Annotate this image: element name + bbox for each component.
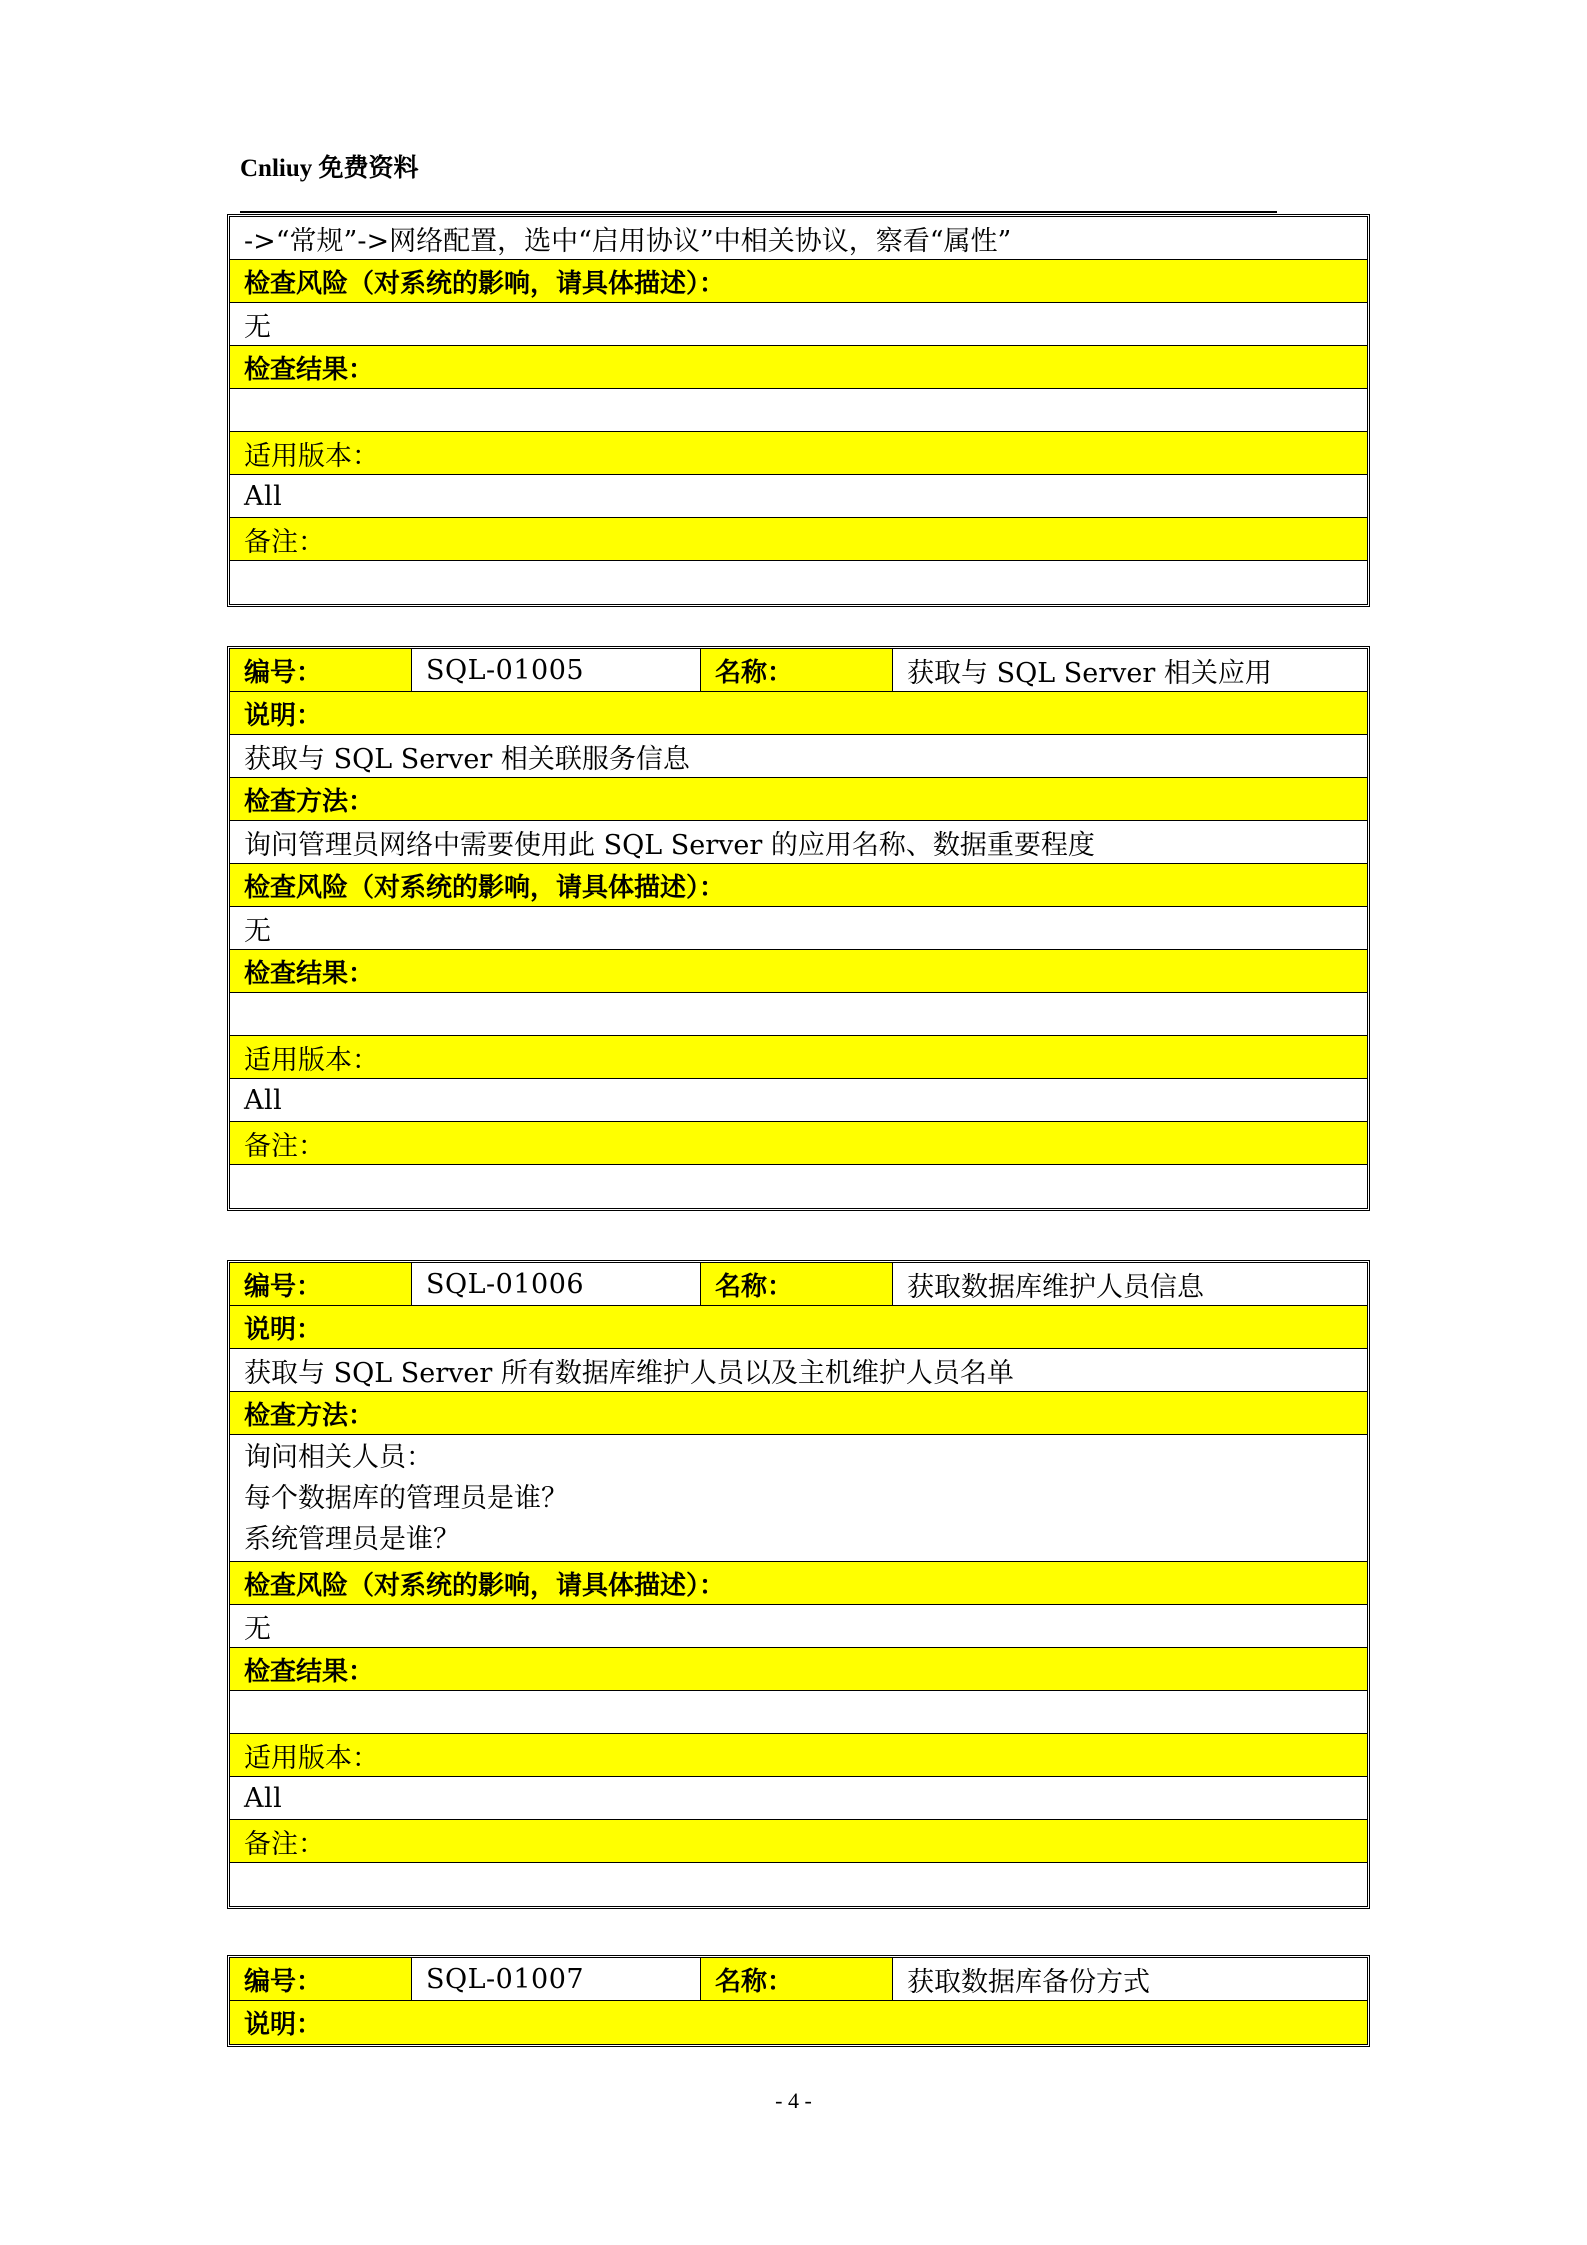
risk-value: 无 (244, 311, 271, 343)
version-label: 适用版本： (244, 440, 379, 472)
id-value: SQL-01007 (426, 1963, 585, 1995)
id-value: SQL-01005 (426, 654, 585, 686)
notes-value-row[interactable] (230, 1165, 1367, 1208)
id-name-row (230, 1263, 1367, 1306)
risk-label: 检查风险（对系统的影响，请具体描述）： (244, 872, 726, 903)
name-label-cell: 名称： (701, 1958, 893, 2000)
desc-value-row (230, 735, 1367, 778)
notes-label: 备注： (244, 1130, 325, 1162)
id-name-row (230, 649, 1367, 692)
risk-label-row (230, 1562, 1367, 1605)
result-label: 检查结果： (244, 354, 375, 385)
notes-value-row[interactable] (230, 561, 1367, 604)
version-value-row (230, 1079, 1367, 1122)
version-label: 适用版本： (244, 1742, 379, 1774)
method-label: 检查方法： (244, 1400, 375, 1431)
notes-label: 备注： (244, 1828, 325, 1860)
version-label-row (230, 1036, 1367, 1079)
id-label-cell: 编号： (230, 649, 412, 691)
name-value: 获取与 SQL Server 相关应用 (907, 657, 1272, 689)
version-value-row (230, 1777, 1367, 1820)
method-label-row (230, 778, 1367, 821)
notes-label-row (230, 1820, 1367, 1863)
id-name-row (230, 1958, 1367, 2001)
desc-value-row (230, 1349, 1367, 1392)
method-line: 询问相关人员： (244, 1442, 433, 1473)
name-value: 获取数据库备份方式 (907, 1966, 1150, 1998)
version-label: 适用版本： (244, 1044, 379, 1076)
method-continued-text: ->“常规”->网络配置，选中“启用协议”中相关协议，察看“属性” (244, 225, 1012, 257)
page-header-title: Cnliuy 免费资料 (240, 155, 419, 182)
risk-label: 检查风险（对系统的影响，请具体描述）： (244, 1570, 726, 1601)
notes-label-row (230, 1122, 1367, 1165)
name-value-cell (893, 1263, 1367, 1305)
version-value: All (244, 1782, 283, 1814)
desc-label: 说明： (244, 2010, 323, 2040)
result-label-row (230, 346, 1367, 389)
result-label-row (230, 950, 1367, 993)
risk-label-row (230, 260, 1367, 303)
method-line: 每个数据库的管理员是谁？ (244, 1483, 568, 1514)
risk-value-row (230, 907, 1367, 950)
risk-value-row (230, 303, 1367, 346)
name-label-cell: 名称： (701, 649, 893, 691)
risk-value-row (230, 1605, 1367, 1648)
id-label-cell: 编号： (230, 1958, 412, 2000)
result-value-row[interactable] (230, 389, 1367, 432)
method-line: 系统管理员是谁？ (244, 1524, 460, 1555)
id-label-cell: 编号： (230, 1263, 412, 1305)
record-table-continued (227, 214, 1370, 607)
id-value: SQL-01006 (426, 1268, 585, 1300)
result-value-row[interactable] (230, 993, 1367, 1036)
id-value-cell (412, 649, 701, 691)
desc-label: 说明： (244, 1314, 323, 1345)
risk-value: 无 (244, 1613, 271, 1645)
method-value-row (230, 821, 1367, 864)
version-value: All (244, 1084, 283, 1116)
version-label-row (230, 1734, 1367, 1777)
risk-label-row (230, 864, 1367, 907)
method-label-row (230, 1392, 1367, 1435)
name-value: 获取数据库维护人员信息 (907, 1271, 1204, 1303)
name-value-cell (893, 649, 1367, 691)
risk-label: 检查风险（对系统的影响，请具体描述）： (244, 268, 726, 299)
notes-label: 备注： (244, 526, 325, 558)
page-number: - 4 - (775, 2088, 812, 2113)
desc-value: 获取与 SQL Server 相关联服务信息 (244, 743, 690, 775)
desc-value: 获取与 SQL Server 所有数据库维护人员以及主机维护人员名单 (244, 1357, 1014, 1389)
notes-label-row (230, 518, 1367, 561)
method-line: 询问管理员网络中需要使用此 SQL Server 的应用名称、数据重要程度 (244, 829, 1095, 861)
name-label-cell: 名称： (701, 1263, 893, 1305)
desc-label-row (230, 692, 1367, 735)
result-label: 检查结果： (244, 958, 375, 989)
notes-value-row[interactable] (230, 1863, 1367, 1906)
method-label: 检查方法： (244, 786, 375, 817)
result-label-row (230, 1648, 1367, 1691)
desc-label: 说明： (244, 700, 323, 731)
method-value-row (230, 1435, 1367, 1562)
name-value-cell (893, 1958, 1367, 2000)
record-table-sql-01005 (227, 646, 1370, 1211)
id-value-cell (412, 1263, 701, 1305)
desc-label-row (230, 1306, 1367, 1349)
record-table-sql-01006 (227, 1260, 1370, 1909)
risk-value: 无 (244, 915, 271, 947)
method-continued-row (230, 217, 1367, 260)
desc-label-row (230, 2001, 1367, 2044)
version-label-row (230, 432, 1367, 475)
result-value-row[interactable] (230, 1691, 1367, 1734)
version-value: All (244, 480, 283, 512)
result-label: 检查结果： (244, 1656, 375, 1687)
id-value-cell (412, 1958, 701, 2000)
version-value-row (230, 475, 1367, 518)
record-table-sql-01007 (227, 1955, 1370, 2047)
